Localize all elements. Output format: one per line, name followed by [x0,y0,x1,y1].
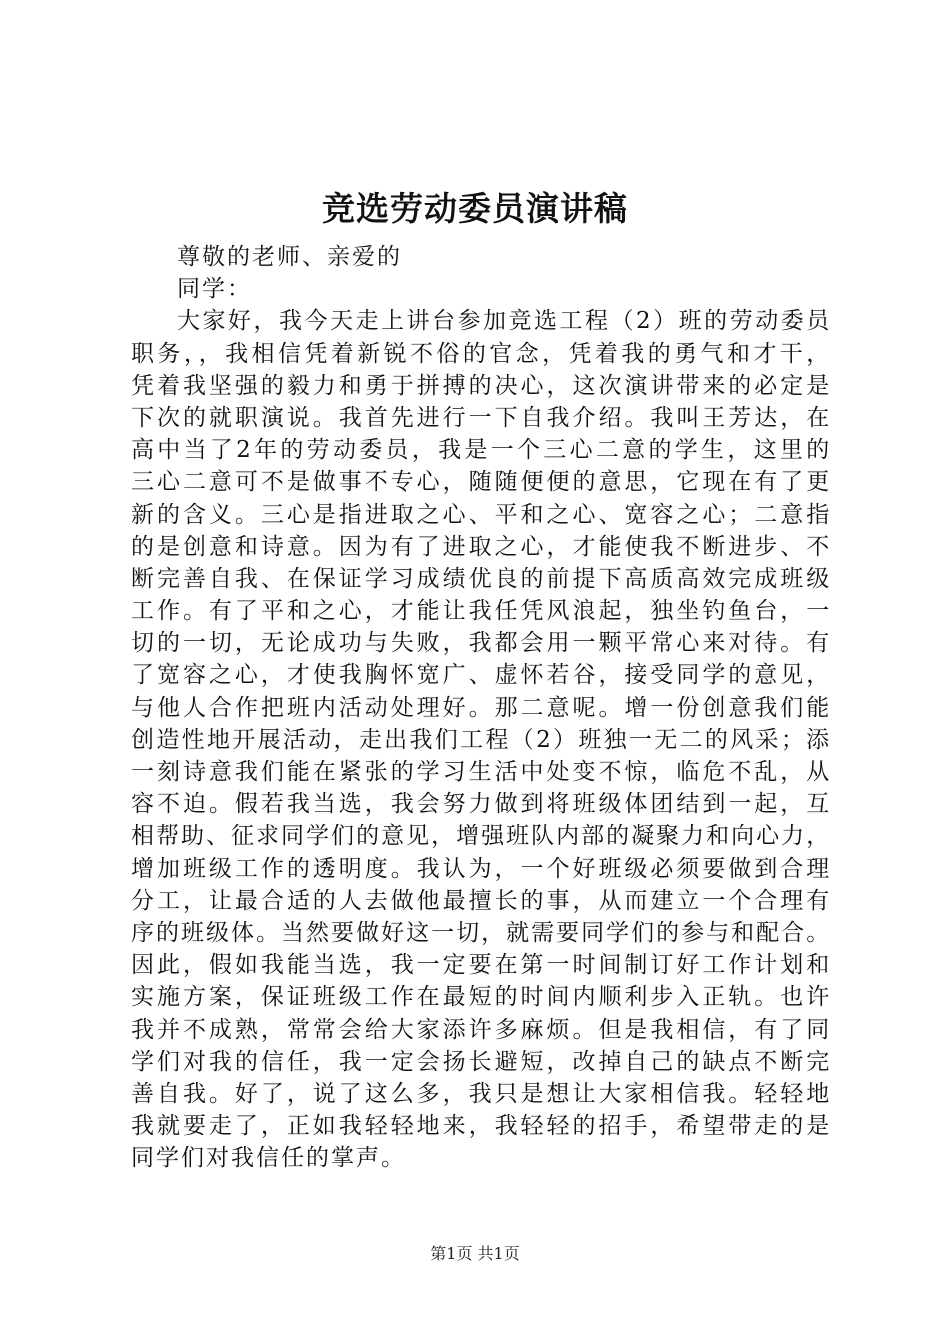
speech-body [131,241,831,1174]
paragraph-line: 高中当了2年的劳动委员，我是一个三心二意的学生，这里的 [131,437,831,464]
paragraph-line: 职务，，我相信凭着新锐不俗的官念，凭着我的勇气和才干， [131,340,831,367]
paragraph-line: 与他人合作把班内活动处理好。那二意呢。增一份创意我们能 [131,694,831,721]
paragraph-line: 学们对我的信任，我一定会扬长避短，改掉自己的缺点不断完 [131,1048,831,1075]
paragraph-line: 相帮助、征求同学们的意见，增强班队内部的凝聚力和向心力， [131,823,831,850]
paragraph-line: 工作。有了平和之心，才能让我任凭风浪起，独坐钓鱼台，一 [131,598,831,625]
paragraph-line: 我并不成熟，常常会给大家添许多麻烦。但是我相信，有了同 [131,1016,831,1043]
paragraph-line: 三心二意可不是做事不专心，随随便便的意思，它现在有了更 [131,469,831,496]
paragraph-line: 序的班级体。当然要做好这一切，就需要同学们的参与和配合。 [131,919,831,946]
paragraph-line: 我就要走了，正如我轻轻地来，我轻轻的招手，希望带走的是 [131,1113,831,1140]
paragraph-line: 大家好，我今天走上讲台参加竞选工程（2）班的劳动委员 [177,308,831,335]
page-number-footer: 第1页 共1页 [430,1244,520,1263]
paragraph-line: 容不迫。假若我当选，我会努力做到将班级体团结到一起，互 [131,791,831,818]
paragraph-line: 的是创意和诗意。因为有了进取之心，才能使我不断进步、不 [131,533,831,560]
paragraph-line: 一刻诗意我们能在紧张的学习生活中处变不惊，临危不乱，从 [131,759,831,785]
paragraph-line: 同学们对我信任的掌声。 [131,1145,406,1172]
paragraph-line: 善自我。好了，说了这么多，我只是想让大家相信我。轻轻地 [131,1080,831,1107]
paragraph-line: 增加班级工作的透明度。我认为，一个好班级必须要做到合理 [131,855,831,882]
paragraph-line: 新的含义。三心是指进取之心、平和之心、宽容之心；二意指 [131,501,831,528]
paragraph-line: 断完善自我、在保证学习成绩优良的前提下高质高效完成班级 [131,565,831,592]
salutation-line: 同学： [177,276,252,303]
paragraph-line: 下次的就职演说。我首先进行一下自我介绍。我叫王芳达，在 [131,404,831,431]
document-title: 竞选劳动委员演讲稿 [322,189,628,228]
paragraph-line: 凭着我坚强的毅力和勇于拼搏的决心，这次演讲带来的必定是 [131,372,831,399]
salutation-line: 尊敬的老师、亲爱的 [177,244,402,270]
paragraph-line: 分工，让最合适的人去做他最擅长的事，从而建立一个合理有 [131,887,831,914]
paragraph-line: 实施方案，保证班级工作在最短的时间内顺利步入正轨。也许 [131,984,831,1011]
paragraph-line: 因此，假如我能当选，我一定要在第一时间制订好工作计划和 [131,952,831,979]
paragraph-line: 切的一切，无论成功与失败，我都会用一颗平常心来对待。有 [131,630,831,657]
paragraph-line: 了宽容之心，才使我胸怀宽广、虚怀若谷，接受同学的意见， [131,662,831,689]
paragraph-line: 创造性地开展活动，走出我们工程（2）班独一无二的风采；添 [131,726,831,753]
